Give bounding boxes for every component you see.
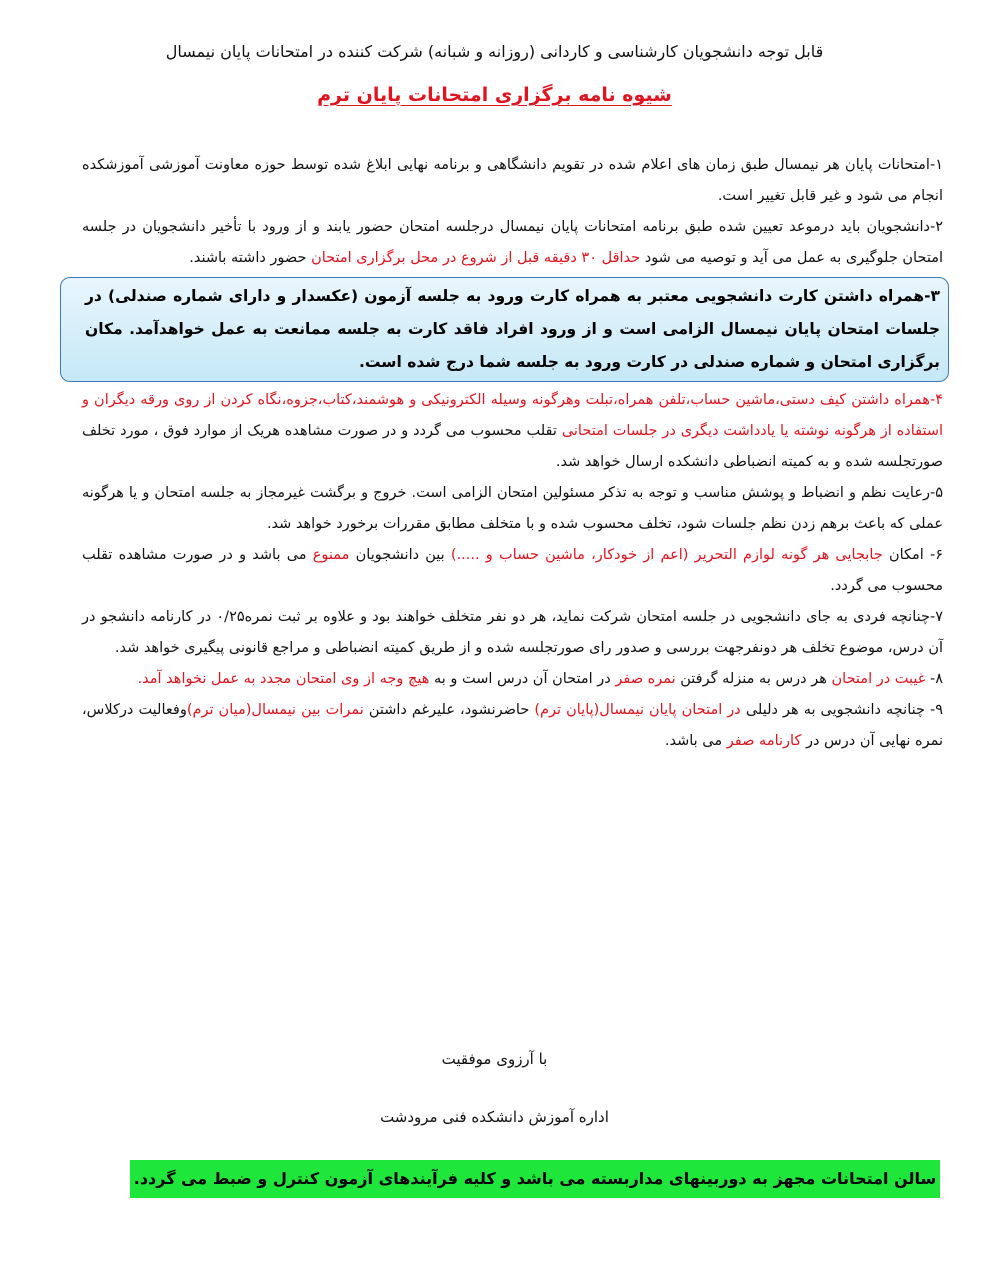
page-title-text: شیوه نامه برگزاری امتحانات پایان ترم (317, 84, 672, 106)
rule-8-zero-grade: نمره صفر (615, 671, 676, 687)
rule-4 (82, 385, 943, 478)
rule-3-highlight-box: ۳-همراه داشتن کارت دانشجویی معتبر به همراه کارت ورود به جلسه آزمون (عکسدار و دارای شماره صندلی) در جلسات امتحان پایان نیمسال الزامی است و از ورود افراد فاقد کارت به جلسه ممانعت به عمل خواهدآمد. مکان برگزاری امتحان و شماره صندلی در کارت ورود به جلسه شما درج شده است. (60, 277, 949, 382)
rule-2 (82, 212, 943, 274)
rule-6-text: ۶- امکان (888, 547, 944, 563)
rule-9-transcript: کارنامه (759, 733, 802, 749)
rule-8-absence: غیبت در امتحان (831, 671, 926, 687)
page-title (60, 80, 929, 110)
intro-notice: قابل توجه دانشجویان کارشناسی و کاردانی (روزانه و شبانه) شرکت کننده در امتحانات پایان نیمسال (165, 42, 824, 61)
rule-2-text: ۲-دانشجویان باید درموعد تعیین شده طبق برنامه امتحانات پایان نیمسال درجلسه امتحان حضور یابند و از ورود با تأخیر دانشجویان در جلسه امتحان جلوگیری به عمل می آید و توصیه می شود (82, 219, 943, 266)
rule-8-text: هر درس به منزله گرفتن (680, 671, 827, 687)
rules-list (82, 150, 943, 757)
rule-6-end: می باشد و در صورت مشاهده تقلب محسوب می گردد. (82, 547, 943, 594)
rule-5: ۵-رعایت نظم و انضباط و پوشش مناسب و توجه به تذکر مسئولین امتحان الزامی است. خروج و برگشت غیرمجاز به جلسه امتحان و یا هرگونه عملی که باعث برهم زدن نظم جلسات شود، تخلف محسوب شده و با متخلف مطابق مقررات برخورد خواهد شد. (82, 485, 943, 532)
rule-9-end: می باشد. (664, 733, 723, 749)
cctv-notice-banner: سالن امتحانات مجهز به دوربینهای مداربسته می باشد و کلیه فرآیندهای آزمون کنترل و ضبط می گردد. (130, 1160, 940, 1198)
office-signature: اداره آموزش دانشکده فنی مرودشت (380, 1108, 609, 1126)
rule-1: ۱-امتحانات پایان هر نیمسال طبق زمان های اعلام شده در تقویم دانشگاهی و برنامه نهایی ابلاغ شده توسط حوزه معاونت آموزشی آموزشکده انجام می شود و غیر قابل تغییر است. (82, 157, 943, 204)
rule-7: ۷-چنانچه فردی به جای دانشجویی در جلسه امتحان شرکت نماید، هر دو نفر متخلف خواهند بود و علاوه بر ثبت نمره۰/۲۵ در کارنامه دانشجو در آن درس، موضوع تخلف هر دونفرجهت بررسی و صدور رای صورتجلسه شده و از طریق کمیته انضباطی و مراجع قانونی پیگیری خواهد شد. (82, 609, 943, 656)
rule-4-emphasis: ۴-همراه داشتن کیف دستی،ماشین حساب،تلفن همراه،تبلت وهرگونه وسیله الکترونیکی و هوشمند،کتاب،جزوه،نگاه کردن از روی ورقه دیگران و استفاده از هرگونه نوشته یا یادداشت دیگری در جلسات امتحانی (82, 392, 944, 439)
rule-9-text: ۹- چنانچه دانشجویی به هر دلیلی (745, 702, 944, 718)
rule-4-text: تقلب محسوب می گردد و در صورت مشاهده هریک از موارد فوق ، مورد تخلف صورتجلسه شده و به کمیته انضباطی دانشکده ارسال خواهد شد. (82, 423, 943, 470)
rule-8 (82, 664, 943, 695)
rule-2-end: حضور داشته باشند. (189, 250, 307, 266)
closing-wish: با آرزوی موفقیت (441, 1050, 548, 1068)
rule-9 (82, 695, 943, 757)
rule-6-middle: بین دانشجویان (355, 547, 445, 563)
rule-2-emphasis: حداقل ۳۰ دقیقه قبل از شروع در محل برگزاری امتحان (311, 250, 641, 266)
rule-9-final-exam: در امتحان پایان نیمسال(پایان ترم) (534, 702, 741, 718)
rule-9-middle: حاضرنشود، علیرغم داشتن (368, 702, 530, 718)
rule-8-number: ۸- (929, 671, 943, 687)
rule-6 (82, 540, 943, 602)
rule-8-no-retake: هیچ وجه از وی امتحان مجدد به عمل نخواهد آمد. (137, 671, 430, 687)
rule-9-midterm: نمرات بین نیمسال(میان ترم) (186, 702, 364, 718)
rule-9-activity: وفعالیت درکلاس، نمره نهایی آن درس در (82, 702, 943, 749)
rule-8-middle: در امتحان آن درس است و به (433, 671, 611, 687)
rule-6-forbidden: ممنوع (312, 547, 350, 563)
rule-9-zero: صفر (726, 733, 755, 749)
rule-6-emphasis: جابجایی هر گونه لوازم التحریر (اعم از خودکار، ماشین حساب و .....) (450, 547, 883, 563)
